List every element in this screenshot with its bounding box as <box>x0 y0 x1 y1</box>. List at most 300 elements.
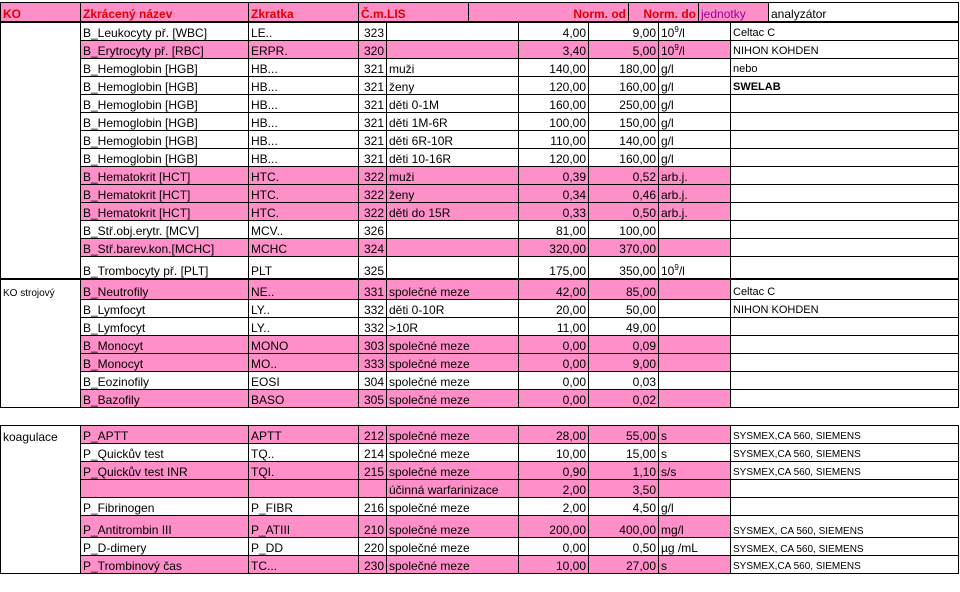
norm-to: 5,00 <box>589 41 659 59</box>
section-table-1 <box>0 279 959 408</box>
test-name: P_Quickův test <box>81 444 249 462</box>
lis-number: 321 <box>359 59 387 77</box>
col-zkratka: Zkratka <box>249 3 359 22</box>
lis-number: 331 <box>359 280 387 300</box>
norm-from: 0,90 <box>519 462 589 480</box>
test-note: děti 6R-10R <box>387 131 519 149</box>
analyzer: NIHON KOHDEN <box>731 300 959 318</box>
table-row <box>1 444 959 462</box>
analyzer <box>731 498 959 516</box>
test-name: B_Bazofily <box>81 390 249 408</box>
unit: s/s <box>659 462 731 480</box>
test-abbr: TQI. <box>249 462 359 480</box>
norm-from: 0,33 <box>519 203 589 221</box>
norm-from: 81,00 <box>519 221 589 239</box>
lis-number: 332 <box>359 318 387 336</box>
test-note: účinná warfarinizace <box>387 480 519 498</box>
section-label <box>1 113 81 131</box>
lis-number: 303 <box>359 336 387 354</box>
unit <box>659 354 731 372</box>
test-name: B_Hemoglobin [HGB] <box>81 149 249 167</box>
analyzer <box>731 131 959 149</box>
analyzer <box>731 257 959 279</box>
norm-from: 160,00 <box>519 95 589 113</box>
norm-to: 0,09 <box>589 336 659 354</box>
test-note: >10R <box>387 318 519 336</box>
test-name: B_Hemoglobin [HGB] <box>81 59 249 77</box>
norm-from: 320,00 <box>519 239 589 257</box>
test-note <box>387 221 519 239</box>
norm-to: 0,46 <box>589 185 659 203</box>
lis-number: 216 <box>359 498 387 516</box>
norm-from: 20,00 <box>519 300 589 318</box>
test-abbr <box>249 480 359 498</box>
norm-to: 15,00 <box>589 444 659 462</box>
test-name: B_Monocyt <box>81 354 249 372</box>
test-note: společné meze <box>387 556 519 574</box>
norm-to: 0,02 <box>589 390 659 408</box>
unit-base: 10 <box>661 26 675 40</box>
test-abbr: HB... <box>249 59 359 77</box>
analyzer: SYSMEX,CA 560, SIEMENS <box>731 426 959 444</box>
lis-number: 333 <box>359 354 387 372</box>
lis-number: 220 <box>359 538 387 556</box>
test-note: děti 0-1M <box>387 95 519 113</box>
analyzer <box>731 390 959 408</box>
analyzer: NIHON KOHDEN <box>731 41 959 59</box>
norm-to: 0,50 <box>589 538 659 556</box>
section-label <box>1 185 81 203</box>
norm-from: 200,00 <box>519 516 589 538</box>
norm-to: 9,00 <box>589 23 659 41</box>
table-row <box>1 23 959 41</box>
section-label <box>1 167 81 185</box>
unit: µg /mL <box>659 538 731 556</box>
table-row <box>1 59 959 77</box>
norm-from: 42,00 <box>519 280 589 300</box>
norm-from: 0,00 <box>519 372 589 390</box>
test-abbr: LY.. <box>249 300 359 318</box>
test-note: muži <box>387 59 519 77</box>
norm-from: 140,00 <box>519 59 589 77</box>
unit <box>659 480 731 498</box>
analyzer: SYSMEX,CA 560, SIEMENS <box>731 462 959 480</box>
table-row <box>1 239 959 257</box>
test-name: P_APTT <box>81 426 249 444</box>
norm-to: 4,50 <box>589 498 659 516</box>
unit: arb.j. <box>659 167 731 185</box>
norm-from: 0,00 <box>519 336 589 354</box>
table-row <box>1 300 959 318</box>
section-label <box>1 59 81 77</box>
norm-to: 55,00 <box>589 426 659 444</box>
test-name: P_Quickův test INR <box>81 462 249 480</box>
norm-from: 100,00 <box>519 113 589 131</box>
norm-to: 180,00 <box>589 59 659 77</box>
lis-number: 321 <box>359 95 387 113</box>
test-note: ženy <box>387 185 519 203</box>
unit: arb.j. <box>659 203 731 221</box>
test-note: muži <box>387 167 519 185</box>
test-name <box>81 480 249 498</box>
section-label <box>1 498 81 516</box>
table-row <box>1 318 959 336</box>
unit <box>659 280 731 300</box>
analyzer <box>731 149 959 167</box>
test-abbr: HTC. <box>249 167 359 185</box>
table-row <box>1 41 959 59</box>
norm-to: 100,00 <box>589 221 659 239</box>
norm-to: 3,50 <box>589 480 659 498</box>
col-jednotky: jednotky <box>699 3 769 22</box>
unit <box>659 23 731 41</box>
norm-to: 9,00 <box>589 354 659 372</box>
test-abbr: EOSI <box>249 372 359 390</box>
analyzer <box>731 185 959 203</box>
unit: g/l <box>659 113 731 131</box>
table-row <box>1 167 959 185</box>
norm-to: 370,00 <box>589 239 659 257</box>
norm-to: 150,00 <box>589 113 659 131</box>
norm-from: 11,00 <box>519 318 589 336</box>
lis-number: 304 <box>359 372 387 390</box>
test-name: B_Hemoglobin [HGB] <box>81 113 249 131</box>
table-row <box>1 556 959 574</box>
section-label <box>1 462 81 480</box>
analyzer <box>731 372 959 390</box>
lis-number: 321 <box>359 131 387 149</box>
test-note: děti 1M-6R <box>387 113 519 131</box>
table-row <box>1 185 959 203</box>
norm-from: 10,00 <box>519 556 589 574</box>
col-norm-do: Norm. do <box>629 3 699 22</box>
analyzer: SYSMEX,CA 560, SIEMENS <box>731 556 959 574</box>
test-note: ženy <box>387 77 519 95</box>
section-label <box>1 203 81 221</box>
lis-number: 322 <box>359 167 387 185</box>
test-abbr: BASO <box>249 390 359 408</box>
section-label <box>1 556 81 574</box>
norm-from: 110,00 <box>519 131 589 149</box>
table-row <box>1 498 959 516</box>
unit <box>659 318 731 336</box>
norm-to: 400,00 <box>589 516 659 538</box>
lis-number: 215 <box>359 462 387 480</box>
table-row <box>1 95 959 113</box>
analyzer <box>731 95 959 113</box>
unit-exponent: 9 <box>674 43 679 52</box>
section-table-2 <box>0 425 959 574</box>
test-note: společné meze <box>387 280 519 300</box>
test-abbr: TC... <box>249 556 359 574</box>
unit: g/l <box>659 77 731 95</box>
section-label <box>1 538 81 556</box>
table-row <box>1 77 959 95</box>
test-note <box>387 257 519 279</box>
unit: g/l <box>659 95 731 113</box>
table-row <box>1 113 959 131</box>
section-label: koagulace <box>1 426 81 444</box>
lis-number: 326 <box>359 221 387 239</box>
norm-to: 0,03 <box>589 372 659 390</box>
test-name: B_Stř.barev.kon.[MCHC] <box>81 239 249 257</box>
table-row <box>1 221 959 239</box>
unit <box>659 41 731 59</box>
analyzer: Celtac C <box>731 23 959 41</box>
section-label <box>1 354 81 372</box>
test-abbr: HTC. <box>249 203 359 221</box>
lis-number <box>359 480 387 498</box>
test-abbr: LE.. <box>249 23 359 41</box>
norm-to: 50,00 <box>589 300 659 318</box>
test-name: B_Lymfocyt <box>81 318 249 336</box>
lis-number: 320 <box>359 41 387 59</box>
table-row <box>1 516 959 538</box>
norm-to: 140,00 <box>589 131 659 149</box>
col-nazev: Zkrácený název <box>81 3 249 22</box>
norm-from: 3,40 <box>519 41 589 59</box>
unit: s <box>659 444 731 462</box>
norm-to: 0,50 <box>589 203 659 221</box>
test-abbr: HB... <box>249 113 359 131</box>
norm-from: 10,00 <box>519 444 589 462</box>
test-note: společné meze <box>387 444 519 462</box>
test-name: B_Hemoglobin [HGB] <box>81 131 249 149</box>
analyzer <box>731 113 959 131</box>
section-label <box>1 23 81 41</box>
analyzer: SYSMEX, CA 560, SIEMENS <box>731 516 959 538</box>
table-row <box>1 390 959 408</box>
section-label <box>1 300 81 318</box>
test-note: společné meze <box>387 516 519 538</box>
table-row <box>1 336 959 354</box>
lis-number: 323 <box>359 23 387 41</box>
norm-to: 49,00 <box>589 318 659 336</box>
test-note: děti 10-16R <box>387 149 519 167</box>
lis-number: 322 <box>359 203 387 221</box>
lis-number: 214 <box>359 444 387 462</box>
section-label <box>1 257 81 279</box>
unit: g/l <box>659 59 731 77</box>
table-row <box>1 354 959 372</box>
lis-number: 230 <box>359 556 387 574</box>
col-cmlis: Č.m.LIS <box>359 3 469 22</box>
section-label <box>1 336 81 354</box>
lis-number: 210 <box>359 516 387 538</box>
unit-base: 10 <box>661 264 675 278</box>
test-abbr: APTT <box>249 426 359 444</box>
table-row <box>1 372 959 390</box>
norm-from: 120,00 <box>519 77 589 95</box>
unit <box>659 390 731 408</box>
test-abbr: HB... <box>249 131 359 149</box>
lis-number: 324 <box>359 239 387 257</box>
unit: s <box>659 556 731 574</box>
test-note: společné meze <box>387 462 519 480</box>
table-row <box>1 462 959 480</box>
test-name: B_Hematokrit [HCT] <box>81 167 249 185</box>
section-label <box>1 77 81 95</box>
analyzer <box>731 336 959 354</box>
test-note: společné meze <box>387 336 519 354</box>
section-label <box>1 480 81 498</box>
unit: g/l <box>659 149 731 167</box>
test-name: B_Neutrofily <box>81 280 249 300</box>
test-name: B_Erytrocyty př. [RBC] <box>81 41 249 59</box>
table-row <box>1 149 959 167</box>
lis-number: 321 <box>359 77 387 95</box>
test-name: P_Trombinový čas <box>81 556 249 574</box>
norm-from: 0,00 <box>519 390 589 408</box>
unit: g/l <box>659 131 731 149</box>
test-name: B_Trombocyty př. [PLT] <box>81 257 249 279</box>
test-abbr: LY.. <box>249 318 359 336</box>
test-note: společné meze <box>387 426 519 444</box>
norm-from: 0,00 <box>519 354 589 372</box>
norm-to: 350,00 <box>589 257 659 279</box>
analyzer <box>731 221 959 239</box>
unit: mg/l <box>659 516 731 538</box>
section-label <box>1 390 81 408</box>
section-label <box>1 221 81 239</box>
analyzer <box>731 480 959 498</box>
norm-to: 85,00 <box>589 280 659 300</box>
header-table <box>0 2 959 22</box>
test-name: B_Hemoglobin [HGB] <box>81 95 249 113</box>
test-abbr: MCHC <box>249 239 359 257</box>
test-abbr: P_DD <box>249 538 359 556</box>
section-label <box>1 372 81 390</box>
section-label <box>1 95 81 113</box>
test-name: P_D-dimery <box>81 538 249 556</box>
test-abbr: HB... <box>249 149 359 167</box>
test-note: společné meze <box>387 390 519 408</box>
unit-exponent: 9 <box>674 25 679 34</box>
norm-from: 2,00 <box>519 480 589 498</box>
analyzer <box>731 239 959 257</box>
unit <box>659 257 731 279</box>
test-note: děti do 15R <box>387 203 519 221</box>
lis-number: 321 <box>359 113 387 131</box>
lis-number: 305 <box>359 390 387 408</box>
norm-to: 160,00 <box>589 77 659 95</box>
section-table-0 <box>0 22 959 279</box>
test-abbr: MONO <box>249 336 359 354</box>
test-name: B_Stř.obj.erytr. [MCV] <box>81 221 249 239</box>
lis-number: 212 <box>359 426 387 444</box>
table-row <box>1 257 959 279</box>
norm-from: 0,34 <box>519 185 589 203</box>
col-analyzator: analyzátor <box>769 3 959 22</box>
lis-number: 322 <box>359 185 387 203</box>
test-name: P_Fibrinogen <box>81 498 249 516</box>
test-abbr: HB... <box>249 95 359 113</box>
norm-to: 1,10 <box>589 462 659 480</box>
norm-from: 120,00 <box>519 149 589 167</box>
unit-tail: /l <box>678 26 685 40</box>
test-abbr: PLT <box>249 257 359 279</box>
norm-from: 175,00 <box>519 257 589 279</box>
section-label <box>1 149 81 167</box>
test-abbr: P_FIBR <box>249 498 359 516</box>
analyzer <box>731 167 959 185</box>
header-row <box>1 3 959 22</box>
test-name: B_Leukocyty př. [WBC] <box>81 23 249 41</box>
section-label <box>1 516 81 538</box>
unit <box>659 300 731 318</box>
section-label <box>1 41 81 59</box>
test-abbr: MO.. <box>249 354 359 372</box>
analyzer: SWELAB <box>731 77 959 95</box>
unit <box>659 239 731 257</box>
col-ko: KO <box>1 3 81 22</box>
norm-from: 0,39 <box>519 167 589 185</box>
test-name: P_Antitrombin III <box>81 516 249 538</box>
test-note: společné meze <box>387 538 519 556</box>
test-note <box>387 41 519 59</box>
norm-to: 160,00 <box>589 149 659 167</box>
section-label <box>1 239 81 257</box>
test-abbr: MCV.. <box>249 221 359 239</box>
section-label <box>1 444 81 462</box>
unit <box>659 336 731 354</box>
test-name: B_Monocyt <box>81 336 249 354</box>
test-note: děti 0-10R <box>387 300 519 318</box>
test-note <box>387 239 519 257</box>
norm-to: 0,52 <box>589 167 659 185</box>
test-note: společné meze <box>387 498 519 516</box>
analyzer <box>731 203 959 221</box>
test-abbr: P_ATIII <box>249 516 359 538</box>
unit-tail: /l <box>678 264 685 278</box>
norm-from: 28,00 <box>519 426 589 444</box>
unit-tail: /l <box>678 44 685 58</box>
unit <box>659 372 731 390</box>
unit: g/l <box>659 498 731 516</box>
norm-to: 27,00 <box>589 556 659 574</box>
analyzer <box>731 354 959 372</box>
test-abbr: NE.. <box>249 280 359 300</box>
test-name: B_Hemoglobin [HGB] <box>81 77 249 95</box>
unit-exponent: 9 <box>674 263 679 272</box>
test-abbr: HTC. <box>249 185 359 203</box>
unit: arb.j. <box>659 185 731 203</box>
unit-base: 10 <box>661 44 675 58</box>
table-row <box>1 426 959 444</box>
test-abbr: ERPR. <box>249 41 359 59</box>
unit <box>659 221 731 239</box>
test-abbr: HB... <box>249 77 359 95</box>
table-row <box>1 480 959 498</box>
col-norm-od: Norm. od <box>469 3 629 22</box>
lis-number: 325 <box>359 257 387 279</box>
section-label <box>1 318 81 336</box>
table-row <box>1 538 959 556</box>
norm-from: 4,00 <box>519 23 589 41</box>
test-note: společné meze <box>387 372 519 390</box>
norm-to: 250,00 <box>589 95 659 113</box>
test-note <box>387 23 519 41</box>
table-row <box>1 280 959 300</box>
test-name: B_Hematokrit [HCT] <box>81 185 249 203</box>
test-note: společné meze <box>387 354 519 372</box>
analyzer: Celtac C <box>731 280 959 300</box>
analyzer: SYSMEX,CA 560, SIEMENS <box>731 444 959 462</box>
analyzer: SYSMEX, CA 560, SIEMENS <box>731 538 959 556</box>
unit: s <box>659 426 731 444</box>
norm-from: 2,00 <box>519 498 589 516</box>
lis-number: 332 <box>359 300 387 318</box>
